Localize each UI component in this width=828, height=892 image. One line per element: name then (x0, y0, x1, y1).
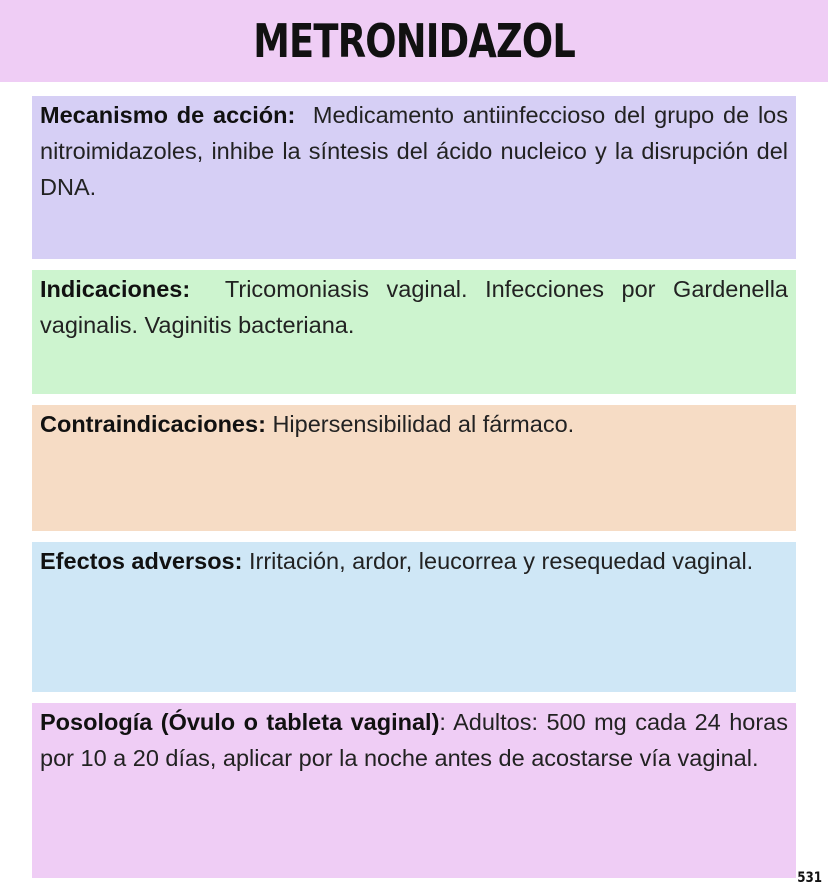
page-number: 531 (796, 870, 822, 886)
section-posologia (32, 703, 796, 878)
section-contraindicaciones (32, 405, 796, 531)
section-label: Contraindicaciones: (40, 411, 266, 437)
section-label: Efectos adversos: (40, 548, 243, 574)
title-banner (0, 0, 828, 82)
section-label: Mecanismo de acción: (40, 102, 296, 128)
section-text: Medicamento antiinfeccioso del grupo de los nitroimidazoles, inhibe la síntesis del ácido nucleico y la disrupción del DNA. (40, 102, 789, 200)
section-indicaciones (32, 270, 796, 394)
section-text: : Adultos: 500 mg cada 24 horas por 10 a 20 días, aplicar por la noche antes de acostarse vía vaginal. (40, 709, 788, 771)
section-label: Indicaciones: (40, 276, 191, 302)
section-text: Irritación, ardor, leucorrea y resequedad vaginal. (248, 548, 754, 574)
section-mecanismo-de-accion (32, 96, 796, 259)
section-text: Tricomoniasis vaginal. Infecciones por Gardenella vaginalis. Vaginitis bacteriana. (40, 276, 789, 338)
section-paragraph (40, 406, 788, 442)
section-efectos-adversos (32, 542, 796, 692)
section-paragraph (40, 97, 788, 205)
section-paragraph (40, 704, 788, 776)
section-paragraph (40, 271, 788, 343)
section-text: Hipersensibilidad al fármaco. (272, 411, 575, 437)
page-title: METRONIDAZOL (253, 14, 575, 68)
section-label: Posología (Óvulo o tableta vaginal) (40, 709, 440, 735)
section-paragraph (40, 543, 788, 579)
